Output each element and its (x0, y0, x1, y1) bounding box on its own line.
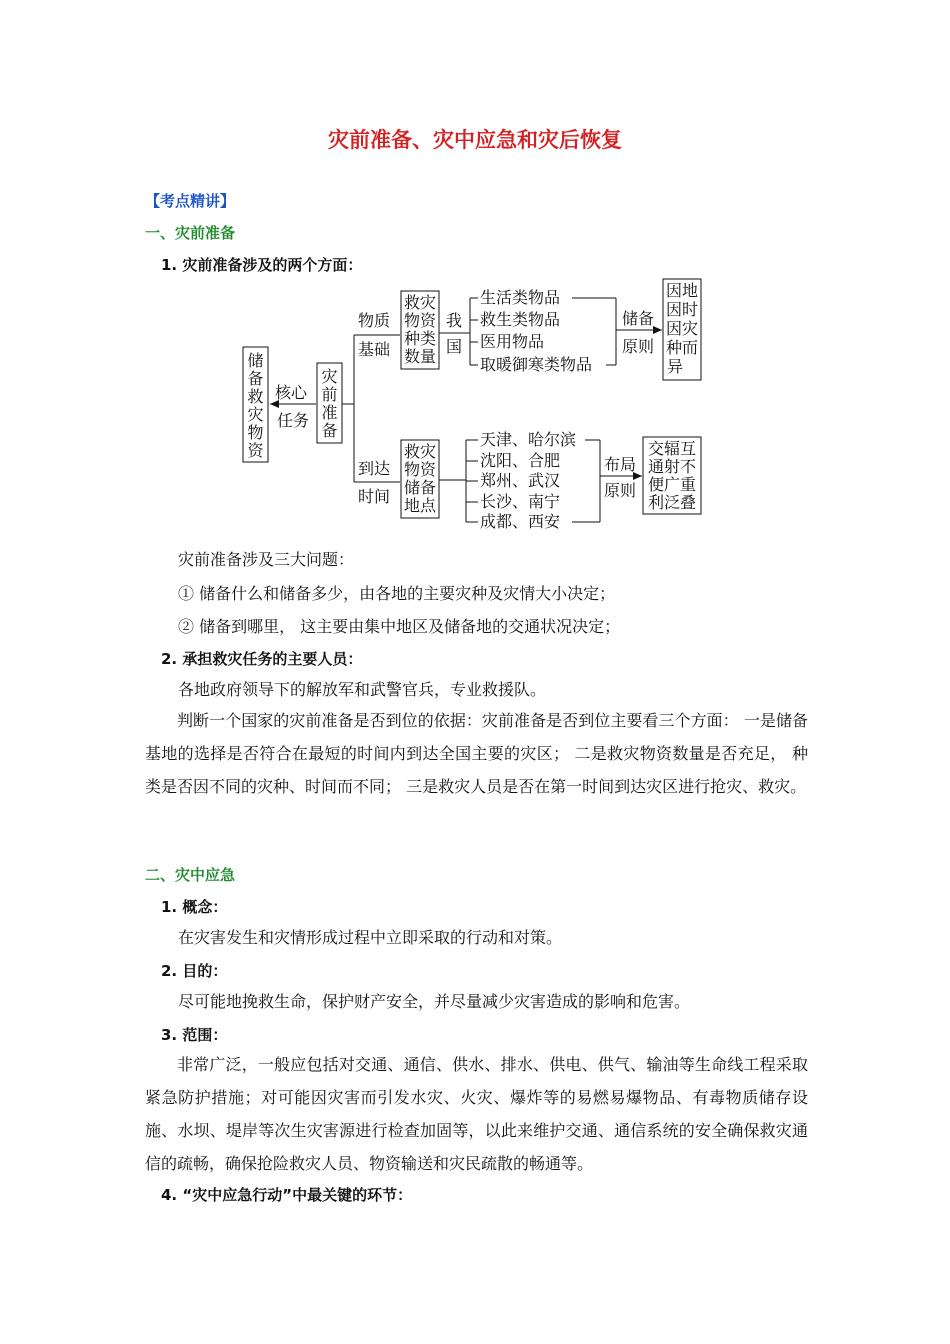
section2-item2-text: 尽可能地挽救生命，保护财产安全，并尽量减少灾害造成的影响和危害。 (178, 992, 691, 1011)
left-box-char: 灾 (247, 405, 264, 424)
center-box-char: 前 (321, 385, 338, 404)
center-box-char: 灾 (321, 367, 338, 386)
section2-item3-text: 非常广泛，一般应包括对交通、通信、供水、排水、供电、供气、输油等生命线工程采取紧急防护措施；对可能因灾害而引发水灾、火灾、爆炸等的易燃易爆物品、有毒物质储存设施、水坝、堤岸等次生灾害源进行检查加固等，以此来维护交通、通信系统的安全确保救灾通信的疏畅，确保抢险救灾人员、物资输送和灾民疏散的畅通等。 (145, 1055, 808, 1173)
bottom-branch-label: 时间 (358, 487, 391, 506)
top-principle-line: 异 (667, 357, 684, 376)
left-box-char: 资 (247, 441, 264, 460)
section2-item1: 1. 概念： (161, 898, 228, 916)
top-item: 取暖御寒类物品 (480, 355, 593, 374)
section2-item4: 4. “灾中应急行动”中最关键的环节： (161, 1186, 413, 1204)
bottom-box-line: 救灾 (403, 442, 437, 461)
top-principle-label: 原则 (622, 337, 655, 356)
center-box-char: 备 (321, 421, 338, 440)
bottom-box-line: 地点 (403, 496, 437, 515)
bottom-item: 成都、西安 (480, 512, 561, 531)
top-principle-line: 种而 (665, 338, 699, 357)
top-branch-label: 物质 (358, 311, 391, 330)
section2-item3: 3. 范围： (161, 1026, 228, 1044)
bottom-principle-label: 原则 (604, 481, 637, 500)
disaster-prep-diagram (0, 0, 950, 540)
page-title: 灾前准备、灾中应急和灾后恢复 (328, 128, 622, 152)
bottom-principle-line: 便广重 (647, 475, 697, 494)
top-box-line: 种类 (403, 329, 437, 348)
top-item: 救生类物品 (480, 310, 561, 329)
bottom-item: 沈阳、合肥 (480, 451, 561, 470)
bottom-item: 长沙、南宁 (480, 492, 561, 511)
top-box-line: 数量 (403, 347, 437, 366)
section1-item2: 2. 承担救灾任务的主要人员： (161, 650, 363, 668)
bottom-principle-line: 交辐互 (647, 439, 697, 458)
top-principle-label: 储备 (622, 309, 655, 328)
question-2: ② 储备到哪里， 这主要由集中地区及储备地的交通状况决定； (178, 617, 621, 636)
section2-item1-text: 在灾害发生和灾情形成过程中立即采取的行动和对策。 (178, 928, 563, 947)
judge-paragraph: 判断一个国家的灾前准备是否到位的依据：灾前准备是否到位主要看三个方面： 一是储备基地的选择是否符合在最短的时间内到达全国主要的灾区； 二是救灾物资数量是否充足， 种类是否因不同的灾种、时间而不同； 三是救灾人员是否在第一时间到达灾区进行抢灾、救灾。 (145, 711, 808, 796)
top-branch-label: 基础 (358, 340, 391, 359)
bottom-principle-line: 利泛叠 (647, 493, 697, 512)
country-label: 我 (446, 311, 463, 330)
center-box-char: 准 (321, 403, 338, 422)
section1-item1: 1. 灾前准备涉及的两个方面： (161, 256, 363, 274)
section2-heading: 二、灾中应急 (145, 866, 236, 884)
arrow-head-top (653, 326, 662, 334)
top-box-line: 物资 (403, 311, 437, 330)
core-label: 核心 (275, 383, 308, 402)
bottom-principle-line: 通射不 (647, 457, 697, 476)
top-box-line: 救灾 (403, 293, 437, 312)
left-box-char: 备 (247, 369, 264, 388)
question-1: ① 储备什么和储备多少，由各地的主要灾种及灾情大小决定； (178, 584, 616, 603)
bottom-item: 天津、哈尔滨 (480, 430, 577, 449)
core-label: 任务 (277, 411, 310, 430)
bottom-box-line: 物资 (403, 460, 437, 479)
left-box-char: 救 (247, 387, 264, 406)
left-box-char: 储 (247, 351, 264, 370)
top-principle-line: 因地 (665, 281, 699, 300)
section1-item2-text: 各地政府领导下的解放军和武警官兵，专业救援队。 (178, 680, 547, 699)
bottom-box-line: 储备 (403, 478, 437, 497)
bottom-branch-label: 到达 (358, 459, 391, 478)
top-item: 医用物品 (480, 332, 545, 351)
section2-item2: 2. 目的： (161, 962, 228, 980)
top-item: 生活类物品 (480, 288, 561, 307)
section1-heading: 一、灾前准备 (145, 224, 236, 242)
top-principle-line: 因灾 (665, 319, 699, 338)
bottom-principle-label: 布局 (604, 455, 637, 474)
left-box-char: 物 (247, 423, 264, 442)
bottom-item: 郑州、武汉 (480, 471, 561, 490)
kaodian-label: 【考点精讲】 (145, 192, 236, 210)
country-label: 国 (446, 337, 463, 356)
three-questions-intro: 灾前准备涉及三大问题： (178, 550, 355, 569)
top-principle-line: 因时 (665, 300, 699, 319)
